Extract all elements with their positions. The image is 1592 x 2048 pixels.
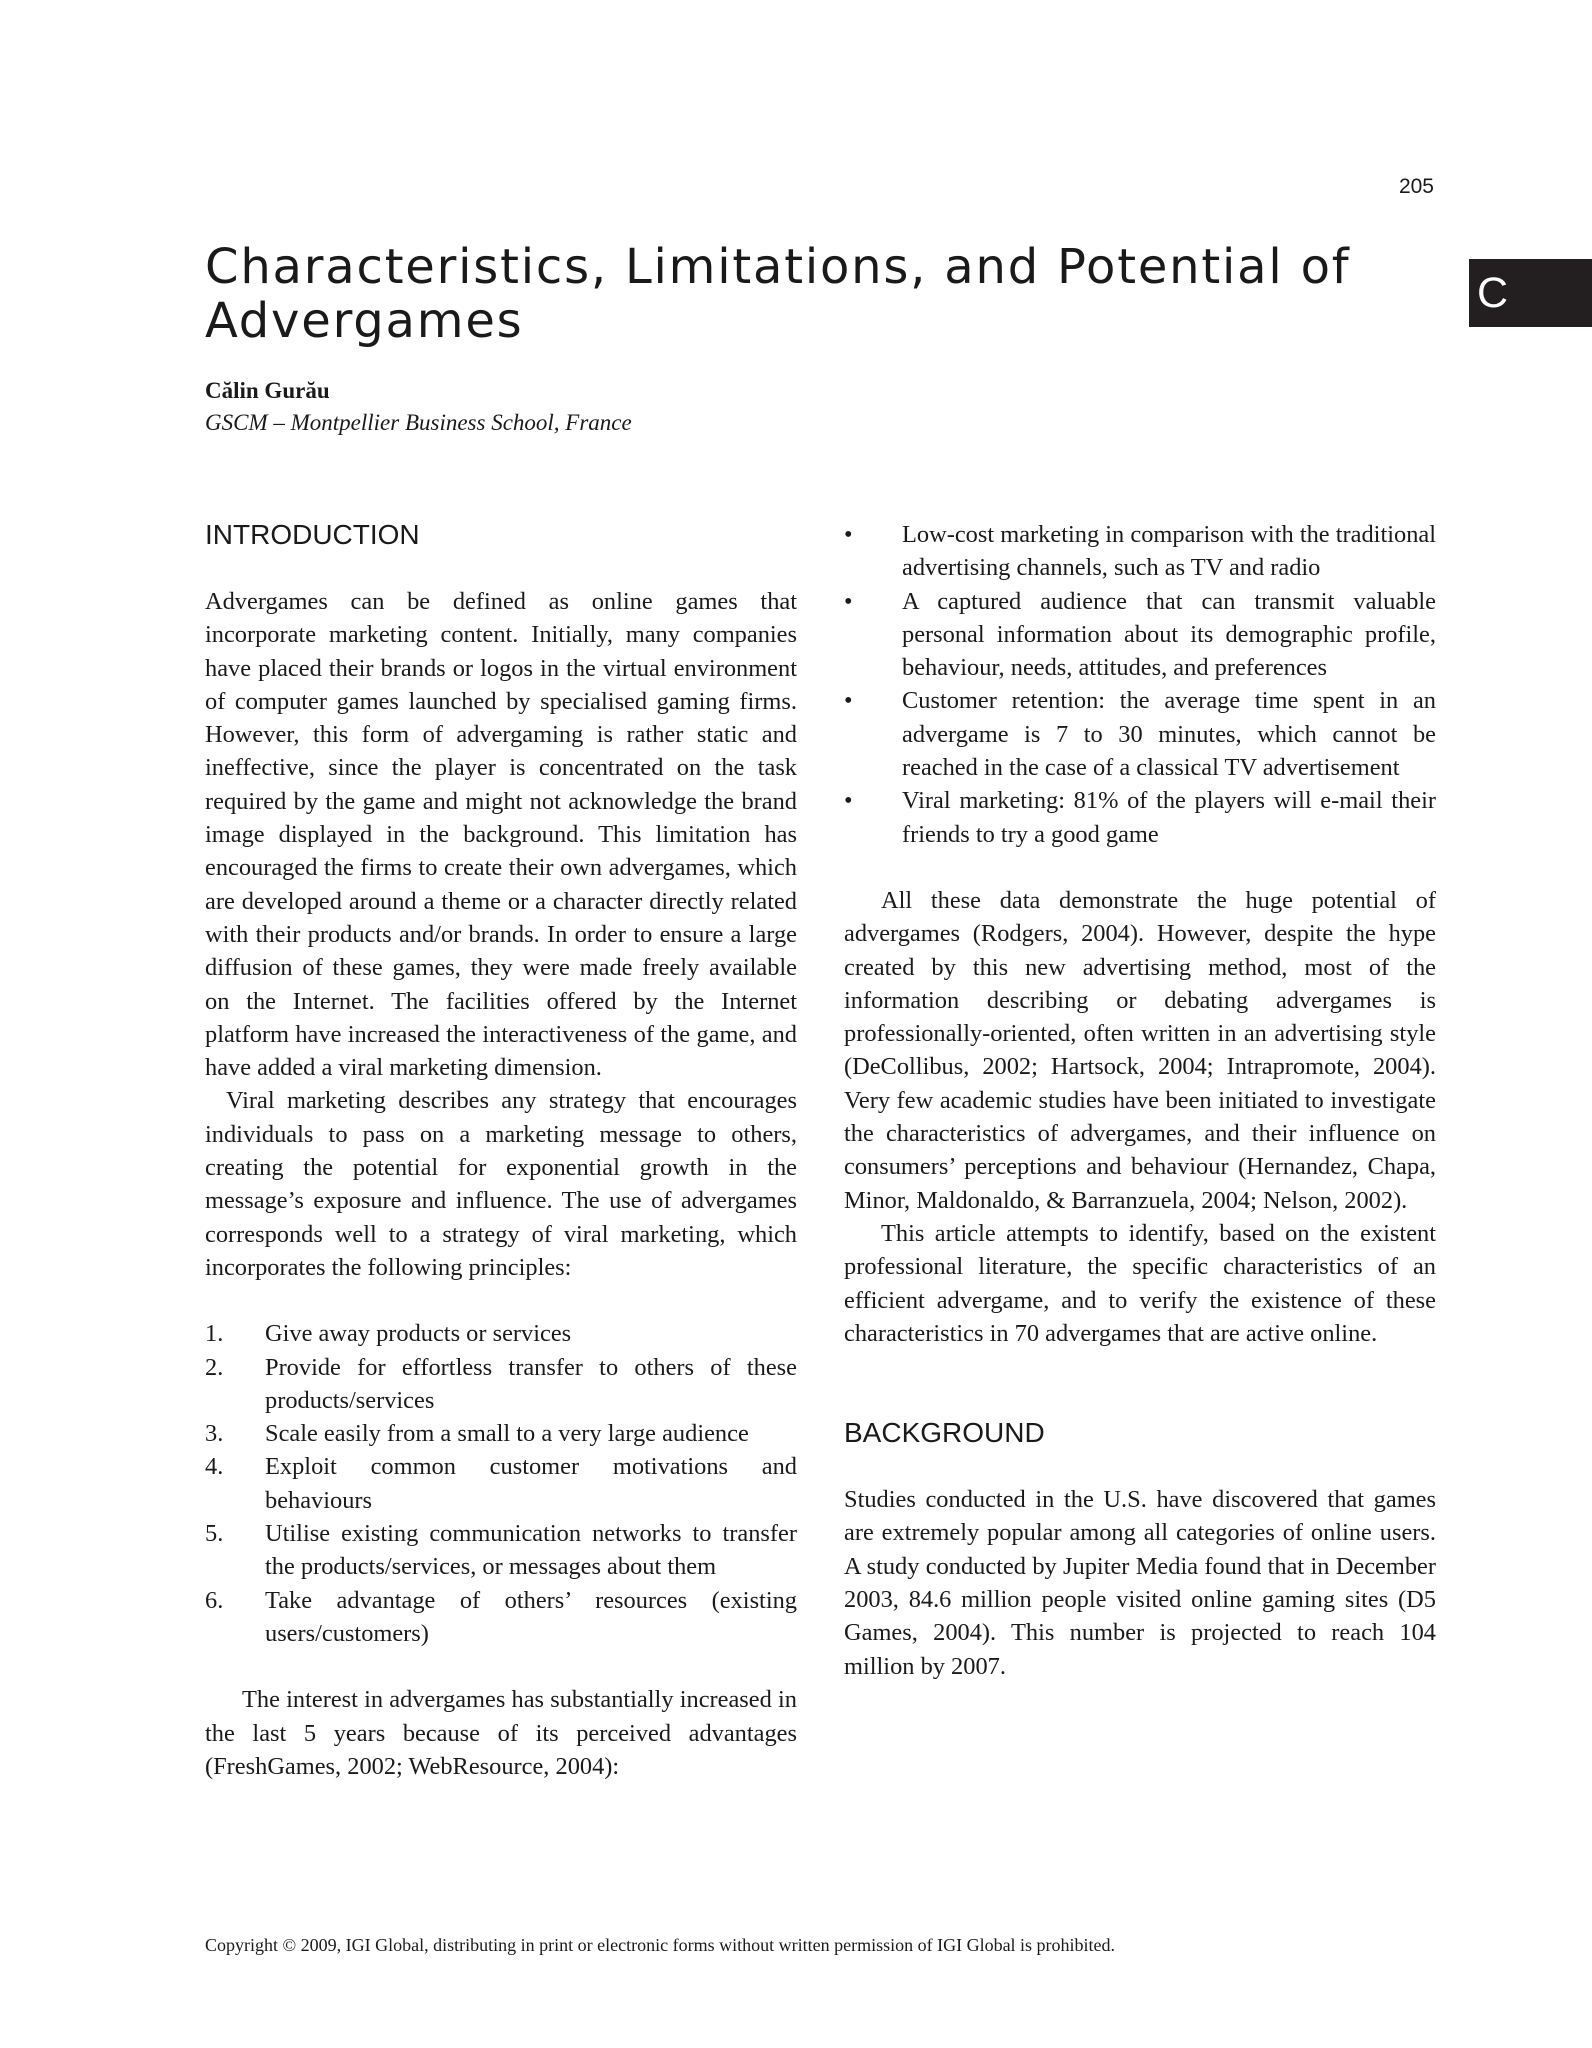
author-affiliation: GSCM – Montpellier Business School, France (205, 410, 632, 435)
principles-list (205, 1317, 797, 1650)
intro-paragraph-3: The interest in advergames has substantially increased in the last 5 years because of its perceived advantages (FreshGames, 2002; WebResource, 2004): (205, 1686, 797, 1780)
list-item (205, 1584, 797, 1651)
list-item (205, 1351, 797, 1418)
list-item-text: A captured audience that can transmit valuable personal information about its demographic profile, behaviour, needs, attitudes, and preferences (902, 587, 1436, 682)
list-item (844, 684, 1436, 784)
bullet-icon: • (844, 521, 853, 548)
list-number: 1. (205, 1320, 224, 1348)
list-item-text: Customer retention: the average time spent in an advergame is 7 to 30 minutes, which cannot be reached in the case of a classical TV advertisement (902, 687, 1436, 782)
author-name: Călin Gurău (205, 378, 330, 403)
list-item-text: Scale easily from a small to a very large audience (265, 1420, 749, 1448)
list-number: 5. (205, 1520, 224, 1548)
list-item-text: Utilise existing communication networks to transfer the products/services, or messages about them (265, 1520, 797, 1581)
list-item (205, 1450, 797, 1517)
list-item (205, 1517, 797, 1584)
list-item-text: Provide for effortless transfer to others of these products/services (265, 1353, 797, 1414)
list-item-text: Give away products or services (265, 1320, 572, 1348)
background-paragraph-1: Studies conducted in the U.S. have discovered that games are extremely popular among all categories of online users. A study conducted by Jupiter Media found that in December 2003, 84.6 million people visited online gaming sites (D5 Games, 2004). This number is projected to reach 104 million by 2007. (844, 1486, 1436, 1680)
introduction-heading: INTRODUCTION (205, 519, 420, 550)
list-number: 4. (205, 1453, 224, 1481)
list-item (844, 585, 1436, 685)
list-number: 6. (205, 1586, 224, 1614)
intro-paragraph-1: Advergames can be defined as online games that incorporate marketing content. Initially, many companies have placed their brands or logos in the virtual environment of computer games launched by specialised gaming firms. However, this form of advergaming is rather static and ineffective, since the player is concentrated on the task required by the game and might not acknowledge the brand image displayed in the background. This limitation has encouraged the firms to create their own advergames, which are developed around a theme or a character directly related with their products and/or brands. In order to ensure a large diffusion of these games, they were made freely available on the Internet. The facilities offered by the Internet platform have increased the interactiveness of the game, and have added a viral marketing dimension. (205, 588, 797, 1082)
bullet-icon: • (844, 587, 853, 615)
section-tab: C (1469, 259, 1592, 327)
intro-paragraph-2: Viral marketing describes any strategy that encourages individuals to pass on a marketing message to others, creating the potential for exponential growth in the message’s exposure and influence. The use of advergames corresponds well to a strategy of viral marketing, which incorporates the following principles: (205, 1087, 797, 1281)
list-item (205, 1417, 797, 1450)
list-item (205, 1317, 797, 1350)
advantages-list (844, 518, 1436, 851)
intro-paragraph-5: This article attempts to identify, based on the existent professional literature, the specific characteristics of an efficient advergame, and to verify the existence of these characteristics in 70 advergames that are active online. (844, 1219, 1436, 1347)
bullet-icon: • (844, 787, 853, 815)
list-item (844, 518, 1436, 585)
list-item-text: Low-cost marketing in comparison with the traditional advertising channels, such as TV and radio (902, 521, 1436, 582)
article-title: Characteristics, Limitations, and Potential of Advergames (205, 239, 1351, 349)
list-item (844, 784, 1436, 851)
list-number: 3. (205, 1420, 224, 1448)
list-item-text: Exploit common customer motivations and behaviours (265, 1453, 797, 1514)
copyright-notice: Copyright © 2009, IGI Global, distributing in print or electronic forms without written permission of IGI Global is prohibited. (205, 1935, 1116, 1955)
list-number: 2. (205, 1353, 224, 1381)
bullet-icon: • (844, 687, 853, 715)
background-heading: BACKGROUND (844, 1417, 1045, 1449)
list-item-text: Take advantage of others’ resources (existing users/customers) (265, 1586, 797, 1647)
intro-paragraph-4: All these data demonstrate the huge potential of advergames (Rodgers, 2004). However, despite the hype created by this new advertising method, most of the information describing or debating advergames is professionally-oriented, often written in an advertising style (DeCollibus, 2002; Hartsock, 2004; Intrapromote, 2004). Very few academic studies have been initiated to investigate the characteristics of advergames, and their influence on consumers’ perceptions and behaviour (Hernandez, Chapa, Minor, Maldonaldo, & Barranzuela, 2004; Nelson, 2002). (844, 886, 1436, 1214)
left-column (205, 518, 797, 1783)
page-number: 205 (1398, 175, 1434, 198)
list-item-text: Viral marketing: 81% of the players will e-mail their friends to try a good game (902, 787, 1436, 848)
right-column (844, 518, 1436, 1683)
